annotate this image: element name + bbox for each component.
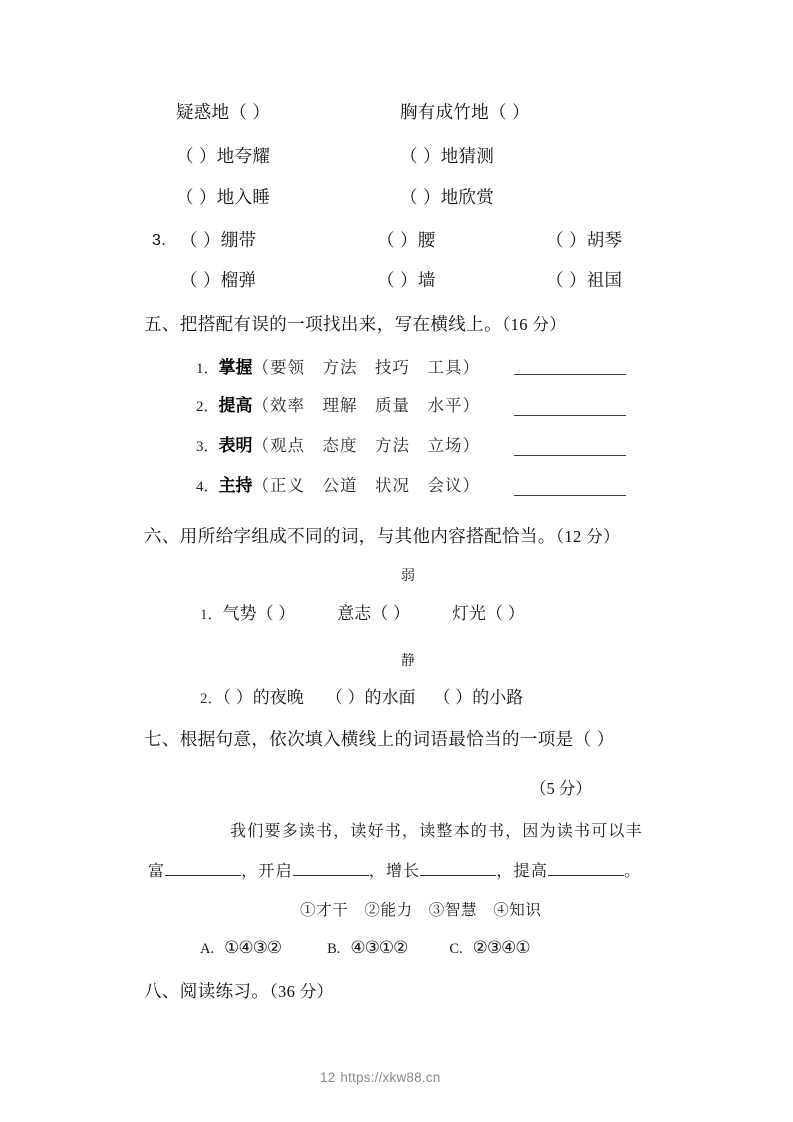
- section-five-heading: [144, 316, 566, 334]
- measure-row-2-b: （ ）墙: [377, 270, 436, 290]
- section-seven-choices: [200, 938, 530, 958]
- section-five-item-2: [196, 397, 480, 415]
- section-six-score: （12 分）: [555, 527, 620, 546]
- adverb-row-3-left: （ ）地入睡: [176, 187, 271, 207]
- measure-row-1-b: （ ）腰: [377, 230, 436, 250]
- section-six-group1-row: [200, 605, 525, 623]
- section-seven-passage-line-2: [148, 858, 641, 881]
- passage-part-4: ，提高: [496, 863, 549, 880]
- item-index: 1．: [200, 607, 223, 623]
- section-five-item-1: [196, 359, 480, 377]
- passage-part-1: 富: [148, 863, 166, 880]
- item-options: （观点 态度 方法 立场）: [252, 436, 481, 455]
- measure-item-number: 3.: [152, 232, 166, 249]
- section-five-item-3: [196, 437, 480, 455]
- passage-blank-1[interactable]: [165, 858, 241, 876]
- footer-page-number: 12: [320, 1070, 336, 1085]
- group2-item-3: （ ）的小路: [433, 688, 524, 707]
- section-seven-passage-line-1: 我们要多读书，读好书，读整本的书，因为读书可以丰: [230, 823, 643, 840]
- page-footer: [320, 1070, 440, 1085]
- choice-c-label[interactable]: C.: [449, 941, 463, 957]
- adverb-row-1-right: 胸有成竹地（ ）: [400, 102, 530, 122]
- choice-a-value[interactable]: ①④③②: [224, 938, 282, 957]
- adverb-row-2-left: （ ）地夸耀: [176, 146, 271, 166]
- section-eight-heading-text: 八、阅读练习。: [144, 981, 270, 1001]
- section-five-answer-line-4[interactable]: [514, 495, 626, 496]
- adverb-row-1-left: 疑惑地（ ）: [176, 102, 271, 122]
- item-verb: 掌握: [218, 358, 253, 377]
- section-five-score: （16 分）: [502, 315, 567, 334]
- measure-row-1-c: （ ）胡琴: [546, 230, 623, 250]
- item-index: 3．: [196, 439, 219, 455]
- choice-b-value[interactable]: ④③①②: [350, 938, 408, 957]
- section-seven-score: （5 分）: [530, 779, 592, 798]
- section-five-item-4: [196, 477, 480, 495]
- item-options: （效率 理解 质量 水平）: [252, 396, 481, 415]
- item-options: （要领 方法 技巧 工具）: [252, 358, 481, 377]
- section-six-group2-row: [200, 689, 523, 707]
- adverb-row-3-right: （ ）地欣赏: [400, 187, 495, 207]
- choice-c-value[interactable]: ②③④①: [472, 938, 530, 957]
- group1-item-3: 灯光（ ）: [451, 604, 525, 623]
- section-eight-heading: [144, 983, 334, 1001]
- passage-part-5: 。: [624, 863, 642, 880]
- item-verb: 主持: [218, 476, 253, 495]
- item-index: 2．: [200, 691, 223, 707]
- group1-item-2: 意志（ ）: [337, 604, 410, 623]
- section-six-group1-char: 弱: [401, 567, 415, 583]
- measure-row-1-a: （ ）绷带: [180, 230, 257, 250]
- group1-item-1: 气势（ ）: [222, 604, 296, 623]
- section-six-heading: [144, 528, 620, 546]
- group2-item-1: （ ）的夜晚: [222, 688, 304, 707]
- section-five-answer-line-3[interactable]: [514, 455, 626, 456]
- passage-blank-2[interactable]: [293, 858, 369, 876]
- section-five-answer-line-1[interactable]: [514, 374, 626, 375]
- measure-row-2-a: （ ）榴弹: [180, 270, 257, 290]
- section-six-heading-text: 六、用所给字组成不同的词，与其他内容搭配恰当。: [144, 526, 556, 546]
- item-verb: 提高: [218, 396, 253, 415]
- passage-blank-4[interactable]: [548, 858, 624, 876]
- adverb-row-2-right: （ ）地猜测: [400, 146, 495, 166]
- section-seven-heading: 七、根据句意，依次填入横线上的词语最恰当的一项是（ ）: [144, 729, 615, 749]
- section-five-answer-line-2[interactable]: [514, 415, 626, 416]
- choice-a-label[interactable]: A.: [200, 941, 215, 957]
- passage-blank-3[interactable]: [420, 858, 496, 876]
- section-five-heading-text: 五、把搭配有误的一项找出来，写在横线上。: [144, 314, 502, 334]
- measure-row-2-c: （ ）祖国: [546, 270, 623, 290]
- section-eight-score: （36 分）: [269, 982, 334, 1001]
- item-options: （正义 公道 状况 会议）: [252, 476, 481, 495]
- item-verb: 表明: [218, 436, 253, 455]
- item-index: 4．: [196, 479, 219, 495]
- item-index: 2．: [196, 399, 219, 415]
- group2-item-2: （ ）的水面: [325, 688, 416, 707]
- item-index: 1．: [196, 361, 219, 377]
- section-seven-word-bank: ①才干 ②能力 ③智慧 ④知识: [300, 902, 542, 919]
- passage-part-2: ，开启: [241, 863, 293, 880]
- footer-url: https://xkw88.cn: [340, 1070, 441, 1085]
- choice-b-label[interactable]: B.: [327, 941, 341, 957]
- passage-part-3: ，增长: [368, 863, 421, 880]
- section-six-group2-char: 静: [401, 652, 415, 668]
